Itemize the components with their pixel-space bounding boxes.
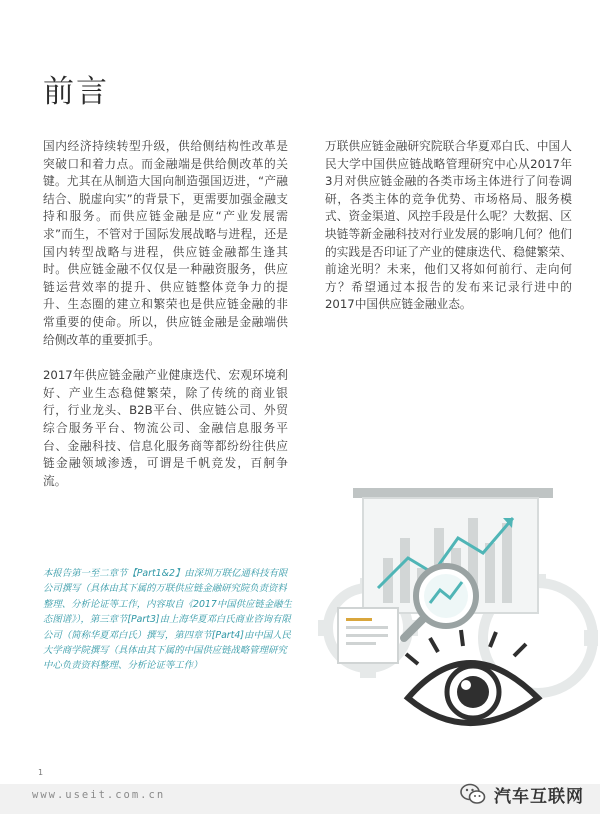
page-title: 前言: [43, 74, 109, 110]
right-column: [325, 138, 572, 332]
watermark-brand: [460, 781, 584, 807]
paragraph-3: 万联供应链金融研究院联合华夏邓白氏、中国人民大学中国供应链战略管理研究中心从2017年3月对供应链金融的各类市场主体进行了问卷调研，各类主体的竞争优势、市场格局、服务模式、资金渠道、风控手段是什么呢？大数据、区块链等新金融科技对行业发展的影响几何？他们的实践是否印证了产业的健康迭代、稳健繁荣、前途光明？未来，他们又将如何前行、走向何方？希望通过本报告的发布来记录行进中的2017中国供应链金融业态。: [325, 139, 572, 312]
wechat-logo-icon: [460, 781, 486, 807]
watermark-brand-text: 汽车互联网: [494, 786, 584, 807]
chart-board-illustration: [298, 478, 598, 748]
attribution-note: 本报告第一至二章节【Part1&2】由深圳万联亿通科技有限公司撰写（具体由其下属的万联供应链金融研究院负责资料整理、分析论证等工作，内容取自《2017中国供应链金融生态图谱》），第三章节[Part3]由上海华夏邓白氏商业咨询有限公司（简称华夏邓白氏）撰写，第四章节[Part4]由中国人民大学商学院撰写（具体由其下属的中国供应链战略管理研究中心负责资料整理、分析论证等工作）: [43, 568, 292, 672]
paragraph-1: 国内经济持续转型升级，供给侧结构性改革是突破口和着力点。而金融端是供给侧改革的关键。尤其在从制造大国向制造强国迈进，“产融结合、脱虚向实”的背景下，更需要加强金融支持和服务。而供应链金融是应“产业发展需求”而生，不管对于国际发展战略与进程，还是国内转型战略与进程，供应链金融都生逢其时。供应链金融不仅仅是一种融资服务，供应链运营效率的提升、供应链整体竞争力的提升、生态圈的建立和繁荣也是供应链金融的非常重要的使命。所以，供应链金融是金融端供给侧改革的重要抓手。: [43, 139, 288, 347]
paragraph-2: 2017年供应链金融产业健康迭代、宏观环境利好、产业生态稳健繁荣，除了传统的商业银行，行业龙头、B2B平台、供应链公司、外贸综合服务平台、物流公司、金融信息服务平台、金融科技、信息化服务商等都纷纷往供应链金融领域渗透，可谓是千帆竞发，百舸争流。: [43, 368, 288, 488]
watermark-url: www.useit.com.cn: [32, 789, 166, 801]
page-number: 1: [38, 768, 44, 777]
eye-icon: [406, 630, 538, 723]
left-column: [43, 138, 288, 508]
